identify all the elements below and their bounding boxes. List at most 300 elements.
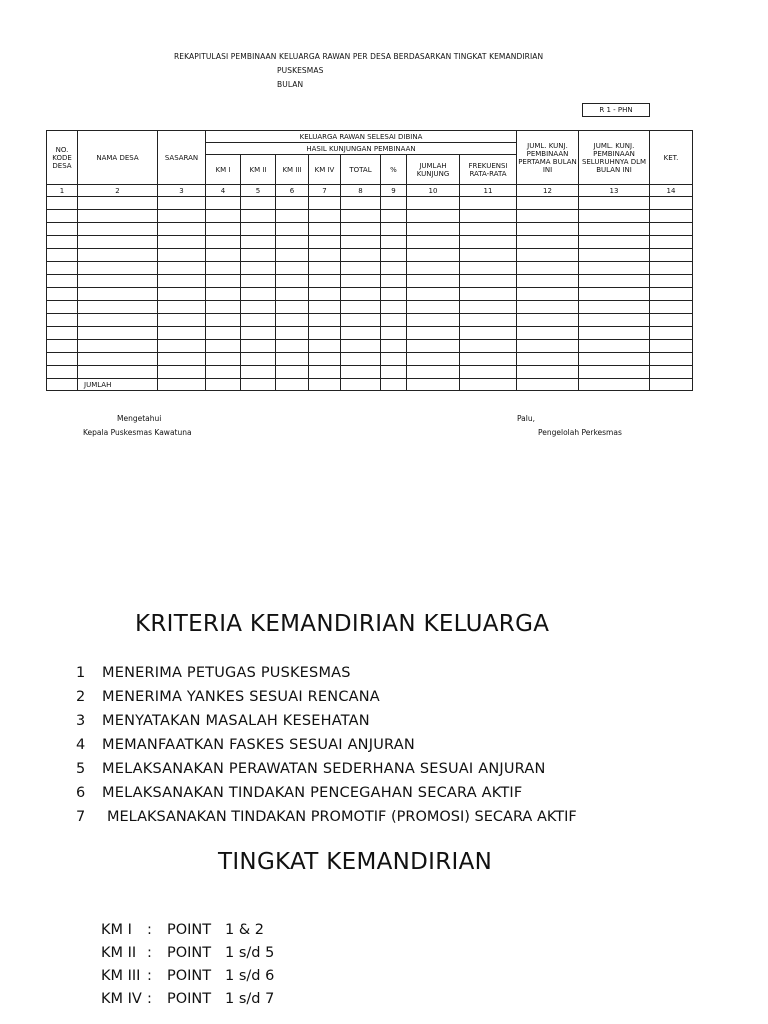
level-item [101,991,274,1007]
table-cell [381,366,407,379]
table-cell [309,301,341,314]
table-cell [158,366,206,379]
table-cell [341,314,381,327]
total-cell [341,379,381,391]
table-cell [47,366,78,379]
signature-right-line1: Palu, [517,414,536,423]
table-cell [517,223,579,236]
table-row [47,327,693,340]
col-header-percent: % [381,155,407,185]
table-cell [78,314,158,327]
table-cell [241,353,276,366]
table-row [47,210,693,223]
table-cell [579,210,650,223]
criteria-text: MELAKSANAKAN PERAWATAN SEDERHANA SESUAI ANJURAN [102,761,546,777]
table-cell [341,210,381,223]
table-cell [241,210,276,223]
table-cell [407,340,460,353]
table-cell [309,353,341,366]
table-cell [309,340,341,353]
table-cell [276,327,309,340]
table-cell [341,223,381,236]
table-cell [517,275,579,288]
table-cell [460,262,517,275]
table-cell [206,236,241,249]
table-cell [407,288,460,301]
level-item [101,968,274,984]
table-body [47,185,693,379]
col-header-km3: KM III [276,155,309,185]
table-cell [309,366,341,379]
total-label: JUMLAH [78,379,158,391]
table-cell [650,210,693,223]
level-colon: : [147,991,152,1007]
table-cell [158,223,206,236]
table-cell [206,314,241,327]
criteria-item [76,809,577,825]
table-cell [158,288,206,301]
column-number: 7 [309,185,341,197]
table-cell [309,275,341,288]
table-cell [276,366,309,379]
table-cell [650,262,693,275]
table-cell [407,366,460,379]
table-row [47,288,693,301]
table-cell [517,340,579,353]
column-number: 5 [241,185,276,197]
table-cell [78,210,158,223]
table-cell [241,275,276,288]
column-number: 4 [206,185,241,197]
column-number: 14 [650,185,693,197]
table-cell [650,301,693,314]
total-cell [460,379,517,391]
table-cell [460,314,517,327]
table-cell [78,223,158,236]
total-cell [579,379,650,391]
table-cell [47,249,78,262]
table-cell [309,327,341,340]
table-cell [460,210,517,223]
table-cell [276,262,309,275]
table-cell [517,314,579,327]
table-cell [407,301,460,314]
table-cell [241,288,276,301]
level-point-label: POINT [167,968,212,984]
table-cell [241,249,276,262]
criteria-number: 2 [76,689,86,705]
level-colon: : [147,922,152,938]
table-cell [650,288,693,301]
table-cell [650,327,693,340]
table-cell [206,327,241,340]
criteria-number: 3 [76,713,86,729]
table-cell [341,327,381,340]
table-cell [381,197,407,210]
total-cell [381,379,407,391]
table-cell [650,314,693,327]
table-cell [460,353,517,366]
criteria-item [76,737,415,753]
col-header-jumlah-kunjung: JUMLAH KUNJUNG [407,155,460,185]
table-cell [276,353,309,366]
table-row [47,249,693,262]
table-row [47,262,693,275]
subgroup-header-hasil-kunjungan: HASIL KUNJUNGAN PEMBINAAN [206,143,517,155]
table-cell [381,223,407,236]
table-cell [517,210,579,223]
level-item [101,922,264,938]
table-cell [407,262,460,275]
table-cell [650,249,693,262]
table-cell [579,197,650,210]
table-cell [241,262,276,275]
table-cell [309,197,341,210]
table-cell [579,223,650,236]
table-cell [276,236,309,249]
table-cell [78,340,158,353]
table-row [47,275,693,288]
table-cell [78,366,158,379]
total-row [47,379,693,391]
criteria-number: 5 [76,761,86,777]
table-cell [276,301,309,314]
table-cell [158,210,206,223]
level-point-label: POINT [167,922,212,938]
signature-right-line2: Pengelolah Perkesmas [538,428,622,437]
col-header-km2: KM II [241,155,276,185]
table-cell [47,301,78,314]
col-header-total: TOTAL [341,155,381,185]
total-cell [158,379,206,391]
table-cell [309,288,341,301]
table-cell [158,314,206,327]
level-colon: : [147,968,152,984]
table-cell [276,340,309,353]
table-cell [341,301,381,314]
table-cell [276,275,309,288]
column-number: 6 [276,185,309,197]
table-cell [47,197,78,210]
table-cell [158,197,206,210]
bulan-label: BULAN [277,80,304,89]
table-cell [206,353,241,366]
table-cell [206,262,241,275]
table-cell [241,301,276,314]
table-cell [206,223,241,236]
table-cell [517,197,579,210]
table-cell [276,288,309,301]
table-cell [381,301,407,314]
criteria-number: 7 [76,809,86,825]
table-cell [158,249,206,262]
column-number: 3 [158,185,206,197]
table-cell [381,314,407,327]
table-cell [460,327,517,340]
table-cell [460,275,517,288]
column-number: 10 [407,185,460,197]
table-row [47,340,693,353]
total-cell [276,379,309,391]
criteria-number: 1 [76,665,86,681]
form-code-box: R 1 - PHN [582,103,650,117]
table-row [47,236,693,249]
table-cell [309,210,341,223]
table-cell [579,314,650,327]
table-cell [381,327,407,340]
criteria-text: MENERIMA YANKES SESUAI RENCANA [102,689,380,705]
table-cell [517,236,579,249]
table-cell [517,301,579,314]
table-cell [407,210,460,223]
table-cell [276,249,309,262]
table-cell [47,340,78,353]
table-cell [579,301,650,314]
table-cell [517,249,579,262]
table-cell [78,327,158,340]
table-cell [276,197,309,210]
table-cell [341,249,381,262]
column-number: 13 [579,185,650,197]
table-cell [341,236,381,249]
table-cell [276,210,309,223]
table-cell [407,353,460,366]
table-cell [407,249,460,262]
table-cell [341,340,381,353]
table-cell [206,197,241,210]
table-cell [650,340,693,353]
table-cell [47,262,78,275]
table-row [47,223,693,236]
table-cell [158,301,206,314]
criteria-item [76,761,546,777]
table-cell [241,366,276,379]
table-cell [206,288,241,301]
column-number: 8 [341,185,381,197]
table-cell [47,236,78,249]
column-number: 2 [78,185,158,197]
table-cell [650,353,693,366]
table-cell [206,249,241,262]
criteria-item [76,785,522,801]
table-cell [241,327,276,340]
table-cell [381,353,407,366]
table-cell [650,366,693,379]
criteria-text: MEMANFAATKAN FASKES SESUAI ANJURAN [102,737,415,753]
table-cell [460,301,517,314]
table-cell [78,197,158,210]
table-cell [517,262,579,275]
total-cell [206,379,241,391]
total-cell [47,379,78,391]
col-header-frekuensi: FREKUENSI RATA-RATA [460,155,517,185]
table-cell [158,340,206,353]
level-km: KM II [101,945,137,961]
level-value: 1 s/d 6 [225,968,275,984]
table-cell [206,210,241,223]
table-cell [517,353,579,366]
table-cell [341,197,381,210]
table-cell [241,197,276,210]
col-header-nama-desa: NAMA DESA [78,131,158,185]
level-point-label: POINT [167,991,212,1007]
table-cell [650,236,693,249]
level-km: KM III [101,968,141,984]
table-row [47,197,693,210]
level-value: 1 s/d 7 [225,991,275,1007]
table-row [47,366,693,379]
criteria-item [76,713,370,729]
criteria-text: MELAKSANAKAN TINDAKAN PROMOTIF (PROMOSI) SECARA AKTIF [107,809,577,825]
criteria-text: MENERIMA PETUGAS PUSKESMAS [102,665,351,681]
total-cell [407,379,460,391]
criteria-item [76,665,351,681]
table-cell [407,275,460,288]
col-header-km1: KM I [206,155,241,185]
column-number: 1 [47,185,78,197]
form-title: REKAPITULASI PEMBINAAN KELUARGA RAWAN PER DESA BERDASARKAN TINGKAT KEMANDIRIAN [174,52,544,61]
table-cell [158,353,206,366]
table-cell [158,327,206,340]
table-cell [206,340,241,353]
criteria-text: MENYATAKAN MASALAH KESEHATAN [102,713,370,729]
table-cell [381,340,407,353]
table-cell [517,366,579,379]
table-cell [341,353,381,366]
level-km: KM IV [101,991,142,1007]
table-cell [381,262,407,275]
table-cell [158,236,206,249]
table-cell [206,366,241,379]
table-cell [341,262,381,275]
total-cell [241,379,276,391]
table-row [47,353,693,366]
table-cell [579,236,650,249]
criteria-number: 4 [76,737,86,753]
table-cell [407,236,460,249]
table-cell [650,275,693,288]
table-cell [78,249,158,262]
total-cell [309,379,341,391]
table-cell [206,275,241,288]
table-cell [407,197,460,210]
column-number-row [47,185,693,197]
table-cell [78,262,158,275]
table-cell [47,353,78,366]
table-cell [381,249,407,262]
col-header-jumlah-pertama: JUML. KUNJ. PEMBINAAN PERTAMA BULAN INI [517,131,579,185]
table-cell [241,340,276,353]
table-cell [78,353,158,366]
column-number: 9 [381,185,407,197]
table-cell [78,275,158,288]
table-cell [517,288,579,301]
table-cell [381,275,407,288]
table-cell [579,327,650,340]
table-cell [341,366,381,379]
level-value: 1 s/d 5 [225,945,275,961]
table-cell [407,314,460,327]
table-cell [579,262,650,275]
table-cell [460,288,517,301]
table-cell [579,249,650,262]
table-cell [579,366,650,379]
col-header-km4: KM IV [309,155,341,185]
table-cell [309,236,341,249]
table-cell [309,223,341,236]
table-cell [381,236,407,249]
criteria-title: KRITERIA KEMANDIRIAN KELUARGA [135,611,550,637]
table-cell [460,223,517,236]
criteria-text: MELAKSANAKAN TINDAKAN PENCEGAHAN SECARA AKTIF [102,785,523,801]
table-cell [579,275,650,288]
table-cell [47,223,78,236]
table-cell [47,275,78,288]
table-cell [241,223,276,236]
level-title: TINGKAT KEMANDIRIAN [218,849,493,875]
signature-left-line1: Mengetahui [117,414,162,423]
table-cell [276,314,309,327]
table-cell [47,314,78,327]
table-cell [206,301,241,314]
level-value: 1 & 2 [225,922,264,938]
table-cell [579,340,650,353]
table-cell [47,210,78,223]
table-cell [650,197,693,210]
col-header-sasaran: SASARAN [158,131,206,185]
table-cell [381,210,407,223]
level-point-label: POINT [167,945,212,961]
level-colon: : [147,945,152,961]
table-cell [78,236,158,249]
col-header-no-kode-desa: NO. KODE DESA [47,131,78,185]
col-header-ket: KET. [650,131,693,185]
col-header-jumlah-seluruh: JUML. KUNJ. PEMBINAAN SELURUHNYA DLM BULAN INI [579,131,650,185]
table-cell [579,288,650,301]
table-row [47,301,693,314]
table-cell [309,262,341,275]
table-row [47,314,693,327]
table-cell [460,340,517,353]
table-cell [460,366,517,379]
criteria-item [76,689,380,705]
table-cell [309,249,341,262]
table-cell [158,262,206,275]
level-km: KM I [101,922,132,938]
puskesmas-label: PUSKESMAS [277,66,324,75]
level-item [101,945,274,961]
total-cell [517,379,579,391]
table-cell [650,223,693,236]
total-cell [650,379,693,391]
table-cell [309,314,341,327]
table-cell [276,223,309,236]
table-cell [407,327,460,340]
criteria-number: 6 [76,785,86,801]
table-cell [78,301,158,314]
table-cell [158,275,206,288]
table-cell [241,236,276,249]
table-cell [460,197,517,210]
table-cell [47,288,78,301]
table-cell [579,353,650,366]
recap-table [46,130,693,391]
table-cell [381,288,407,301]
table-cell [460,249,517,262]
table-cell [517,327,579,340]
table-cell [407,223,460,236]
signature-left-line2: Kepala Puskesmas Kawatuna [83,428,192,437]
